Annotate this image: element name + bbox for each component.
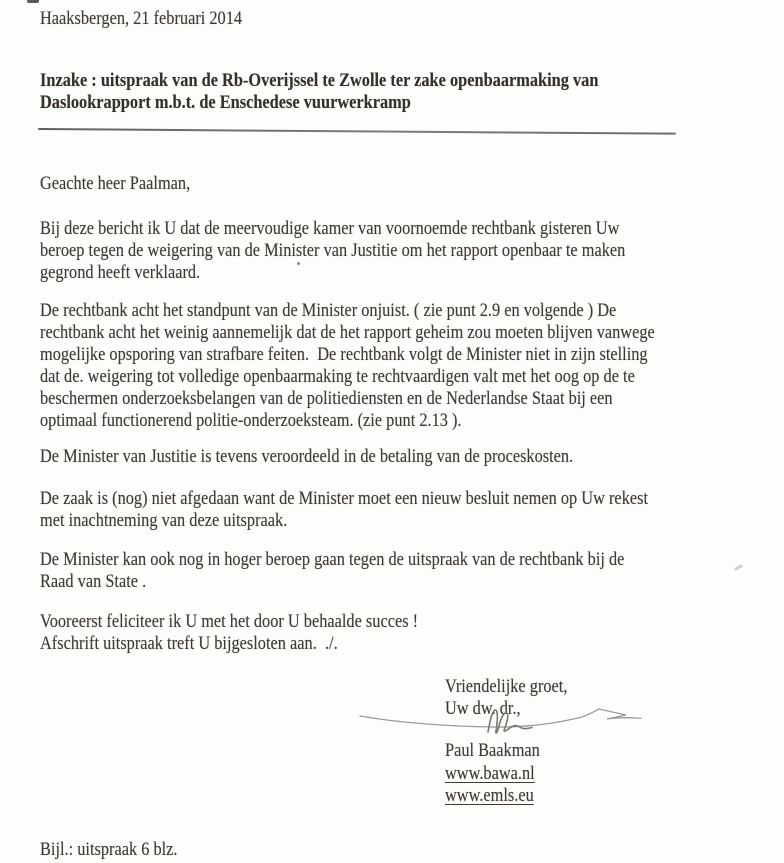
- paragraph: [40, 446, 573, 468]
- signer-block: [445, 740, 540, 762]
- salutation: Geachte heer Paalman,: [40, 173, 191, 194]
- paragraph-line: Raad van State .: [40, 571, 147, 592]
- paragraph-line: mogelijke opsporing van strafbare feiten. De rechtbank volgt de Minister niet in zijn stelling: [40, 344, 648, 365]
- enclosure-note: Bijl.: uitspraak 6 blz.: [40, 839, 178, 860]
- paragraph-line: beroep tegen de weigering van de Minister van Justitie om het rapport openbaar te maken: [40, 240, 626, 261]
- subject-line-2: Daslookrapport m.b.t. de Enschedese vuurwerkramp: [40, 92, 411, 113]
- paragraph-line: De zaak is (nog) niet afgedaan want de Minister moet een nieuw besluit nemen op Uw rekest: [40, 488, 649, 509]
- subject-divider-line: [38, 128, 676, 135]
- website-link-emls[interactable]: www.emls.eu: [445, 785, 534, 806]
- signer-name: Paul Baakman: [445, 740, 540, 761]
- paragraph: [40, 300, 655, 432]
- date-line: Haaksbergen, 21 februari 2014: [40, 8, 243, 29]
- paragraph-line: gegrond heeft verklaard.: [40, 262, 201, 283]
- paragraph-line: De Minister kan ook nog in hoger beroep gaan tegen de uitspraak van de rechtbank bij de: [40, 549, 625, 570]
- closing-greeting: Vriendelijke groet,: [445, 676, 568, 697]
- paragraph-line: optimaal functionerend politie-onderzoeksteam. (zie punt 2.13 ).: [40, 410, 462, 431]
- paragraph-line: Afschrift uitspraak treft U bijgesloten aan. ./.: [40, 633, 338, 654]
- paragraph-line: Bij deze bericht ik U dat de meervoudige kamer van voornoemde rechtbank gisteren Uw: [40, 218, 620, 239]
- subject-line-1: Inzake : uitspraak van de Rb-Overijssel te Zwolle ter zake openbaarmaking van: [40, 70, 599, 91]
- paragraph-line: dat de. weigering tot volledige openbaarmaking te rechtvaardigen valt met het oog op de te: [40, 366, 635, 387]
- closing-capacity: Uw dw. dr.,: [445, 698, 521, 719]
- paragraph: [40, 549, 624, 593]
- paragraph: [40, 488, 648, 532]
- website-link-bawa[interactable]: www.bawa.nl: [445, 763, 535, 784]
- subject-heading: [40, 70, 598, 114]
- paragraph-line: beschermen onderzoeksbelangen van de politiediensten en de Nederlandse Staat bij een: [40, 388, 613, 409]
- scan-speck: [27, 0, 39, 3]
- paragraph: [40, 611, 418, 655]
- paragraph-line: met inachtneming van deze uitspraak.: [40, 510, 288, 531]
- paragraph-line: rechtbank acht het weinig aannemelijk dat de het rapport geheim zou moeten blijven vanwege: [40, 322, 655, 343]
- paragraph-line: De rechtbank acht het standpunt van de Minister onjuist. ( zie punt 2.9 en volgende ) De: [40, 300, 617, 321]
- scan-speck: [734, 564, 743, 571]
- paragraph-line: Vooreerst feliciteer ik U met het door U behaalde succes !: [40, 611, 419, 632]
- paragraph: [40, 218, 625, 284]
- paragraph-line: De Minister van Justitie is tevens veroordeeld in de betaling van de proceskosten.: [40, 446, 574, 467]
